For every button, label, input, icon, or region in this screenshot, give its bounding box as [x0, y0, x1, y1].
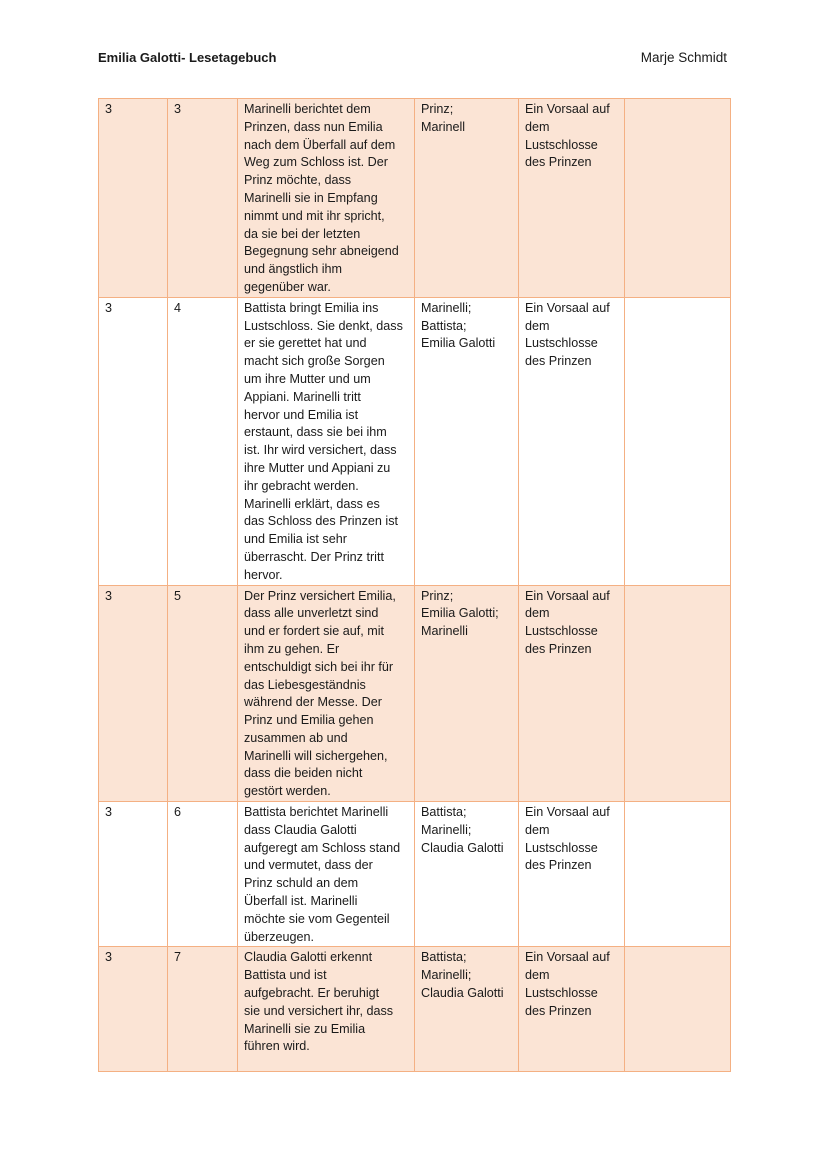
characters-cell: Prinz; Emilia Galotti; Marinelli [415, 585, 519, 802]
place-cell: Ein Vorsaal auf dem Lustschlosse des Prinzen [519, 802, 625, 947]
act-cell: 3 [99, 99, 168, 298]
summary-cell: Claudia Galotti erkennt Battista und ist aufgebracht. Er beruhigt sie und versichert ihr, dass Marinelli sie zu Emilia führen wird. [238, 947, 415, 1072]
reading-log-table [98, 98, 731, 1072]
table-row [99, 585, 731, 802]
place-cell: Ein Vorsaal auf dem Lustschlosse des Prinzen [519, 99, 625, 298]
author-name: Marje Schmidt [640, 50, 727, 65]
act-cell: 3 [99, 802, 168, 947]
summary-cell: Der Prinz versichert Emilia, dass alle unverletzt sind und er fordert sie auf, mit ihm zu gehen. Er entschuldigt sich bei ihr für das Liebesgeständnis während der Messe. Der Prinz und Emilia gehen zusammen ab und Marinelli will sichergehen, dass die beiden nicht gestört werden. [238, 585, 415, 802]
notes-cell [625, 99, 731, 298]
table-row [99, 297, 731, 585]
summary-cell: Marinelli berichtet dem Prinzen, dass nun Emilia nach dem Überfall auf dem Weg zum Schloss ist. Der Prinz möchte, dass Marinelli sie in Empfang nimmt und mit ihr spricht, da sie bei der letzten Begegnung sehr abneigend und ängstlich ihm gegenüber war. [238, 99, 415, 298]
scene-cell: 5 [168, 585, 238, 802]
characters-cell: Battista; Marinelli; Claudia Galotti [415, 947, 519, 1072]
notes-cell [625, 802, 731, 947]
act-cell: 3 [99, 947, 168, 1072]
summary-cell: Battista berichtet Marinelli dass Claudia Galotti aufgeregt am Schloss stand und vermutet, dass der Prinz schuld an dem Überfall ist. Marinelli möchte sie vom Gegenteil überzeugen. [238, 802, 415, 947]
scene-cell: 3 [168, 99, 238, 298]
table-row [99, 947, 731, 1072]
scene-cell: 6 [168, 802, 238, 947]
characters-cell: Battista; Marinelli; Claudia Galotti [415, 802, 519, 947]
scene-cell: 4 [168, 297, 238, 585]
summary-cell: Battista bringt Emilia ins Lustschloss. Sie denkt, dass er sie gerettet hat und macht sich große Sorgen um ihre Mutter und um Appiani. Marinelli tritt hervor und Emilia ist erstaunt, dass sie bei ihm ist. Ihr wird versichert, dass ihre Mutter und Appiani zu ihr gebracht werden. Marinelli erklärt, dass es das Schloss des Prinzen ist und Emilia ist sehr überrascht. Der Prinz tritt hervor. [238, 297, 415, 585]
document-title: Emilia Galotti- Lesetagebuch [98, 50, 277, 65]
notes-cell [625, 947, 731, 1072]
act-cell: 3 [99, 297, 168, 585]
table-row [99, 802, 731, 947]
notes-cell [625, 585, 731, 802]
place-cell: Ein Vorsaal auf dem Lustschlosse des Prinzen [519, 947, 625, 1072]
characters-cell: Prinz; Marinell [415, 99, 519, 298]
notes-cell [625, 297, 731, 585]
place-cell: Ein Vorsaal auf dem Lustschlosse des Prinzen [519, 297, 625, 585]
scene-cell: 7 [168, 947, 238, 1072]
table-row [99, 99, 731, 298]
characters-cell: Marinelli; Battista; Emilia Galotti [415, 297, 519, 585]
place-cell: Ein Vorsaal auf dem Lustschlosse des Prinzen [519, 585, 625, 802]
act-cell: 3 [99, 585, 168, 802]
